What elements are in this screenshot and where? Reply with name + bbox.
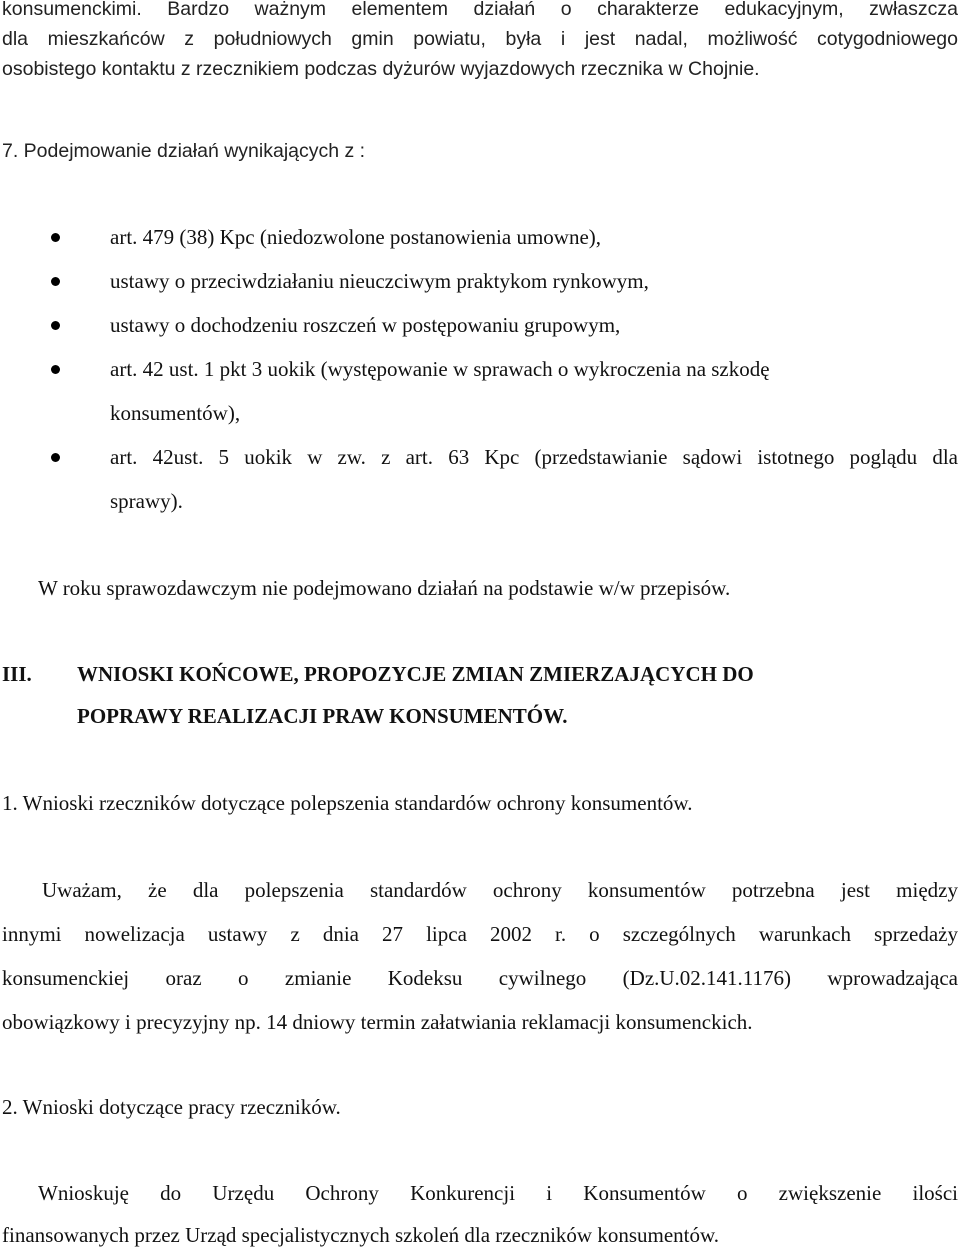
item-1-para-line-1: Uważam, że dla polepszenia standardów ochrony konsumentów potrzebna jest między xyxy=(42,878,958,902)
bullet-text-continued: sprawy). xyxy=(110,489,183,513)
bullet-text: ustawy o przeciwdziałaniu nieuczciwym praktykom rynkowym, xyxy=(110,269,649,293)
item-1-heading: 1. Wnioski rzeczników dotyczące polepszenia standardów ochrony konsumentów. xyxy=(2,791,693,815)
bullet-text: ustawy o dochodzeniu roszczeń w postępowaniu grupowym, xyxy=(110,313,621,337)
bullet-icon xyxy=(51,365,60,374)
item-2-para-line-2: finansowanych przez Urząd specjalistycznych szkoleń dla rzeczników konsumentów. xyxy=(2,1223,720,1247)
item-2-para-line-1: Wnioskuję do Urzędu Ochrony Konkurencji i Konsumentów o zwiększenie ilości xyxy=(38,1181,958,1205)
section-numeral: III. xyxy=(2,662,32,686)
bullet-icon xyxy=(51,233,60,242)
section-7-heading: 7. Podejmowanie działań wynikających z : xyxy=(2,140,366,162)
item-2-heading: 2. Wnioski dotyczące pracy rzeczników. xyxy=(2,1095,341,1119)
section-title-line-1: WNIOSKI KOŃCOWE, PROPOZYCJE ZMIAN ZMIERZAJĄCYCH DO xyxy=(77,662,754,686)
section-title-line-2: POPRAWY REALIZACJI PRAW KONSUMENTÓW. xyxy=(77,704,568,728)
intro-line-3: osobistego kontaktu z rzecznikiem podczas dyżurów wyjazdowych rzecznika w Chojnie. xyxy=(2,58,760,80)
bullet-text-continued: konsumentów), xyxy=(110,401,241,425)
bullet-text: art. 479 (38) Kpc (niedozwolone postanowienia umowne), xyxy=(110,225,602,249)
bullet-icon xyxy=(51,321,60,330)
bullet-text: art. 42 ust. 1 pkt 3 uokik (występowanie w sprawach o wykroczenia na szkodę xyxy=(110,357,770,381)
bullet-text: art. 42ust. 5 uokik w zw. z art. 63 Kpc (przedstawianie sądowi istotnego poglądu dla xyxy=(110,445,958,469)
item-1-para-line-2: innymi nowelizacja ustawy z dnia 27 lipca 2002 r. o szczególnych warunkach sprzedaży xyxy=(2,922,958,946)
bullet-icon xyxy=(51,277,60,286)
item-1-para-line-4: obowiązkowy i precyzyjny np. 14 dniowy termin załatwiania reklamacji konsumenckich. xyxy=(2,1010,753,1034)
bullet-icon xyxy=(51,453,60,462)
intro-line-1: konsumenckimi. Bardzo ważnym elementem działań o charakterze edukacyjnym, zwłaszcza xyxy=(2,0,958,20)
section-7-note: W roku sprawozdawczym nie podejmowano działań na podstawie w/w przepisów. xyxy=(38,576,731,600)
intro-line-2: dla mieszkańców z południowych gmin powiatu, była i jest nadal, możliwość cotygodniowego xyxy=(2,28,958,50)
item-1-para-line-3: konsumenckiej oraz o zmianie Kodeksu cywilnego (Dz.U.02.141.1176) wprowadzająca xyxy=(2,966,958,990)
